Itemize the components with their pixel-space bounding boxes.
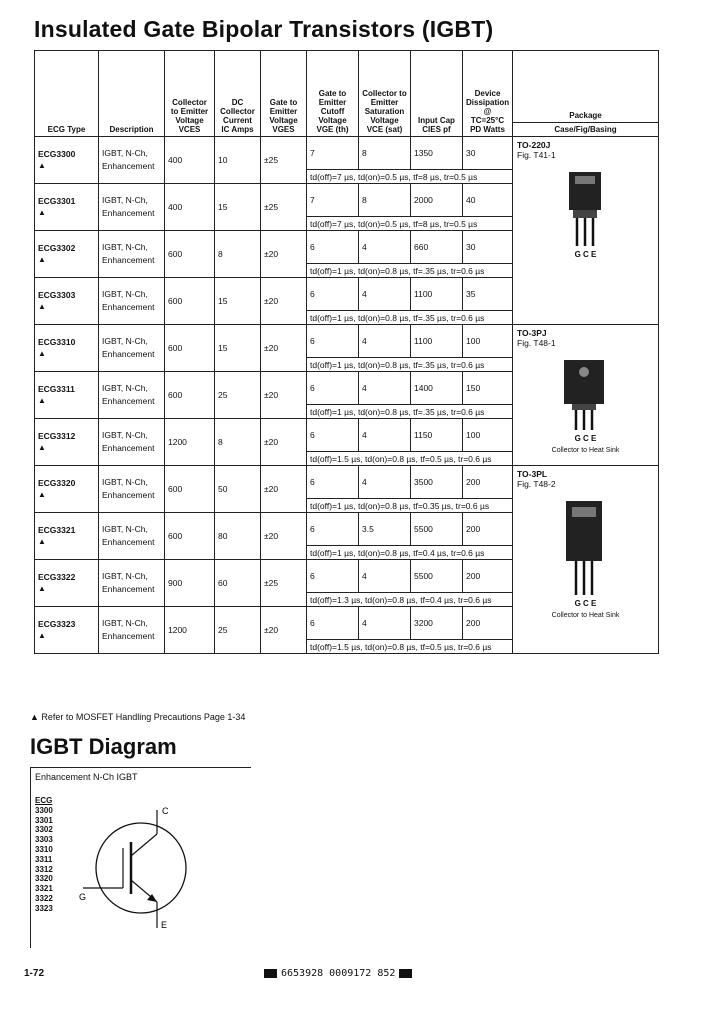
diagram-ecg-item: 3303	[35, 835, 53, 845]
table-row	[35, 466, 659, 499]
cell-pd: 200	[463, 466, 513, 499]
description-line-2: Enhancement	[102, 302, 155, 312]
cell-ic: 80	[215, 513, 261, 560]
cell-vges: ±20	[261, 278, 307, 325]
package-fig: Fig. T48-2	[517, 479, 556, 489]
header-vces: Collector to Emitter Voltage VCES	[165, 51, 215, 137]
ecg-type: ECG3312	[38, 431, 76, 441]
package-drawing	[517, 168, 654, 250]
cell-pd: 150	[463, 372, 513, 405]
cell-pd: 35	[463, 278, 513, 311]
diagram-ecg-item: 3320	[35, 874, 53, 884]
ecg-type: ECG3320	[38, 478, 76, 488]
description-line-1: IGBT, N-Ch,	[102, 336, 148, 346]
package-name: TO-220J	[517, 140, 551, 150]
pin-g-label: G	[79, 892, 87, 902]
ecg-type: ECG3310	[38, 337, 76, 347]
ecg-type: ECG3301	[38, 196, 76, 206]
description-line-2: Enhancement	[102, 537, 155, 547]
cell-vces: 1200	[165, 607, 215, 654]
cell-vces: 900	[165, 560, 215, 607]
cell-description	[99, 231, 165, 278]
cell-vces: 1200	[165, 419, 215, 466]
cell-vce-sat: 4	[359, 325, 411, 358]
cell-ecg	[35, 278, 99, 325]
cell-ic: 25	[215, 607, 261, 654]
cell-vge-th: 6	[307, 419, 359, 452]
cell-ecg	[35, 231, 99, 278]
package-pins: G C E	[574, 599, 597, 608]
header-cies: Input Cap CIES pf	[411, 51, 463, 137]
cell-vge-th: 6	[307, 325, 359, 358]
cell-pd: 100	[463, 325, 513, 358]
cell-vce-sat: 4	[359, 560, 411, 593]
switching-times: td(off)=1.5 µs, td(on)=0.8 µs, tf=0.5 µs, tr=0.6 µs	[307, 452, 513, 466]
mosfet-warning-mark: ▲	[38, 255, 46, 264]
cell-cies: 5500	[411, 560, 463, 593]
package-name: TO-3PJ	[517, 328, 547, 338]
cell-vges: ±20	[261, 231, 307, 278]
switching-times: td(off)=1 µs, td(on)=0.8 µs, tf=0.35 µs, tr=0.6 µs	[307, 499, 513, 513]
cell-pd: 40	[463, 184, 513, 217]
cell-vge-th: 6	[307, 607, 359, 640]
ecg-type: ECG3321	[38, 525, 76, 535]
cell-description	[99, 278, 165, 325]
cell-ecg	[35, 419, 99, 466]
cell-description	[99, 513, 165, 560]
cell-ecg	[35, 137, 99, 184]
cell-cies: 1100	[411, 325, 463, 358]
cell-vce-sat: 4	[359, 372, 411, 405]
cell-cies: 5500	[411, 513, 463, 546]
switching-times: td(off)=7 µs, td(on)=0.5 µs, tf=8 µs, tr=0.5 µs	[307, 170, 513, 184]
switching-times: td(off)=1 µs, td(on)=0.8 µs, tf=.35 µs, tr=0.6 µs	[307, 311, 513, 325]
cell-description	[99, 184, 165, 231]
description-line-2: Enhancement	[102, 584, 155, 594]
diagram-title: IGBT Diagram	[30, 734, 177, 759]
package-cell	[513, 466, 659, 654]
description-line-1: IGBT, N-Ch,	[102, 148, 148, 158]
diagram-ecg-label: ECG	[35, 796, 53, 805]
ecg-type: ECG3300	[38, 149, 76, 159]
description-line-1: IGBT, N-Ch,	[102, 477, 148, 487]
cell-vce-sat: 4	[359, 278, 411, 311]
mosfet-warning-mark: ▲	[38, 349, 46, 358]
cell-cies: 1100	[411, 278, 463, 311]
mosfet-warning-mark: ▲	[38, 443, 46, 452]
mosfet-warning-mark: ▲	[38, 584, 46, 593]
cell-ic: 25	[215, 372, 261, 419]
cell-cies: 3200	[411, 607, 463, 640]
package-fig: Fig. T41-1	[517, 150, 556, 160]
description-line-1: IGBT, N-Ch,	[102, 430, 148, 440]
cell-cies: 1400	[411, 372, 463, 405]
cell-ic: 15	[215, 278, 261, 325]
diagram-ecg-item: 3300	[35, 805, 53, 815]
cell-vce-sat: 4	[359, 466, 411, 499]
cell-vces: 600	[165, 231, 215, 278]
cell-ic: 15	[215, 184, 261, 231]
mosfet-warning-mark: ▲	[38, 490, 46, 499]
header-package-sub: Case/Fig/Basing	[513, 122, 658, 136]
cell-vge-th: 6	[307, 513, 359, 546]
cell-ecg	[35, 513, 99, 560]
description-line-2: Enhancement	[102, 255, 155, 265]
table-body	[35, 137, 659, 654]
description-line-2: Enhancement	[102, 490, 155, 500]
cell-vges: ±20	[261, 325, 307, 372]
switching-times: td(off)=1 µs, td(on)=0.8 µs, tf=0.4 µs, tr=0.6 µs	[307, 546, 513, 560]
diagram-ecg-items	[35, 806, 53, 914]
header-ecg-type: ECG Type	[35, 51, 99, 137]
package-cell	[513, 325, 659, 466]
cell-ic: 15	[215, 325, 261, 372]
description-line-1: IGBT, N-Ch,	[102, 195, 148, 205]
header-ic: DC Collector Current IC Amps	[215, 51, 261, 137]
cell-ecg	[35, 607, 99, 654]
header-vge-th: Gate to Emitter Cutoff Voltage VGE (th)	[307, 51, 359, 137]
switching-times: td(off)=1.3 µs, td(on)=0.8 µs, tf=0.4 µs, tr=0.6 µs	[307, 593, 513, 607]
description-line-1: IGBT, N-Ch,	[102, 571, 148, 581]
cell-vges: ±20	[261, 466, 307, 513]
cell-ic: 10	[215, 137, 261, 184]
mosfet-warning-mark: ▲	[38, 631, 46, 640]
package-cell	[513, 137, 659, 325]
cell-vces: 600	[165, 278, 215, 325]
cell-cies: 1350	[411, 137, 463, 170]
switching-times: td(off)=1 µs, td(on)=0.8 µs, tf=.35 µs, tr=0.6 µs	[307, 264, 513, 278]
cell-vces: 600	[165, 513, 215, 560]
cell-vge-th: 6	[307, 560, 359, 593]
cell-cies: 660	[411, 231, 463, 264]
switching-times: td(off)=1 µs, td(on)=0.8 µs, tf=.35 µs, tr=0.6 µs	[307, 358, 513, 372]
diagram-caption: Enhancement N-Ch IGBT	[35, 772, 138, 782]
cell-description	[99, 137, 165, 184]
cell-vce-sat: 4	[359, 607, 411, 640]
switching-times: td(off)=1.5 µs, td(on)=0.8 µs, tf=0.5 µs, tr=0.6 µs	[307, 640, 513, 654]
cell-vce-sat: 4	[359, 419, 411, 452]
cell-vges: ±20	[261, 372, 307, 419]
cell-vge-th: 7	[307, 184, 359, 217]
switching-times: td(off)=1 µs, td(on)=0.8 µs, tf=.35 µs, tr=0.6 µs	[307, 405, 513, 419]
cell-vce-sat: 4	[359, 231, 411, 264]
diagram-box	[30, 767, 251, 948]
diagram-ecg-item: 3323	[35, 903, 53, 913]
cell-ecg	[35, 466, 99, 513]
ecg-type: ECG3322	[38, 572, 76, 582]
cell-vces: 400	[165, 137, 215, 184]
cell-vges: ±25	[261, 184, 307, 231]
description-line-2: Enhancement	[102, 161, 155, 171]
cell-cies: 2000	[411, 184, 463, 217]
cell-pd: 200	[463, 513, 513, 546]
cell-ic: 50	[215, 466, 261, 513]
cell-vge-th: 7	[307, 137, 359, 170]
ecg-type: ECG3311	[38, 384, 75, 394]
diagram-ecg-item: 3310	[35, 844, 53, 854]
cell-vge-th: 6	[307, 278, 359, 311]
mosfet-warning-mark: ▲	[38, 208, 46, 217]
pin-e-label: E	[161, 920, 168, 930]
diagram-ecg-item: 3321	[35, 884, 53, 894]
cell-vces: 600	[165, 372, 215, 419]
header-pd: Device Dissipation @ TC=25°C PD Watts	[463, 51, 513, 137]
description-line-2: Enhancement	[102, 396, 155, 406]
package-drawing	[517, 356, 654, 434]
mosfet-warning-mark: ▲	[38, 537, 46, 546]
description-line-1: IGBT, N-Ch,	[102, 618, 148, 628]
cell-vce-sat: 3.5	[359, 513, 411, 546]
cell-ic: 60	[215, 560, 261, 607]
diagram-ecg-item: 3311	[35, 854, 53, 864]
description-line-2: Enhancement	[102, 443, 155, 453]
cell-vce-sat: 8	[359, 137, 411, 170]
igbt-symbol	[71, 790, 221, 940]
description-line-1: IGBT, N-Ch,	[102, 289, 148, 299]
cell-ic: 8	[215, 231, 261, 278]
cell-description	[99, 466, 165, 513]
cell-pd: 200	[463, 607, 513, 640]
diagram-ecg-item: 3302	[35, 825, 53, 835]
package-name: TO-3PL	[517, 469, 548, 479]
mosfet-warning-mark: ▲	[38, 161, 46, 170]
cell-ecg	[35, 372, 99, 419]
cell-description	[99, 419, 165, 466]
description-line-2: Enhancement	[102, 349, 155, 359]
cell-vge-th: 6	[307, 231, 359, 264]
ecg-type: ECG3303	[38, 290, 76, 300]
cell-vges: ±20	[261, 607, 307, 654]
ecg-type: ECG3323	[38, 619, 76, 629]
barcode	[260, 968, 416, 979]
switching-times: td(off)=7 µs, td(on)=0.5 µs, tf=8 µs, tr=0.5 µs	[307, 217, 513, 231]
cell-cies: 1150	[411, 419, 463, 452]
header-vges: Gate to Emitter Voltage VGES	[261, 51, 307, 137]
cell-pd: 30	[463, 231, 513, 264]
page-title: Insulated Gate Bipolar Transistors (IGBT)	[34, 16, 494, 42]
package-pins: G C E	[574, 434, 597, 443]
cell-pd: 200	[463, 560, 513, 593]
package-caption: Collector to Heat Sink	[551, 447, 620, 454]
page-number: 1-72	[24, 968, 45, 979]
cell-ecg	[35, 325, 99, 372]
footnote: ▲ Refer to MOSFET Handling Precautions Page 1-34	[30, 712, 246, 722]
mosfet-warning-mark: ▲	[38, 396, 46, 405]
package-caption: Collector to Heat Sink	[551, 612, 620, 619]
barcode-block-right	[399, 969, 412, 978]
cell-pd: 30	[463, 137, 513, 170]
cell-description	[99, 607, 165, 654]
cell-ecg	[35, 184, 99, 231]
cell-vge-th: 6	[307, 372, 359, 405]
description-line-1: IGBT, N-Ch,	[102, 383, 148, 393]
cell-vce-sat: 8	[359, 184, 411, 217]
table-row	[35, 325, 659, 358]
cell-description	[99, 372, 165, 419]
cell-vces: 600	[165, 466, 215, 513]
header-package-label: Package	[569, 111, 602, 120]
cell-cies: 3500	[411, 466, 463, 499]
cell-vges: ±20	[261, 513, 307, 560]
barcode-text: 6653928 0009172 852	[281, 968, 396, 979]
description-line-1: IGBT, N-Ch,	[102, 524, 148, 534]
diagram-ecg-item: 3322	[35, 893, 53, 903]
pin-c-label: C	[162, 806, 169, 816]
cell-vces: 400	[165, 184, 215, 231]
cell-ic: 8	[215, 419, 261, 466]
description-line-1: IGBT, N-Ch,	[102, 242, 148, 252]
description-line-2: Enhancement	[102, 631, 155, 641]
diagram-ecg-list	[35, 796, 53, 914]
description-line-2: Enhancement	[102, 208, 155, 218]
cell-description	[99, 560, 165, 607]
diagram-ecg-item: 3312	[35, 864, 53, 874]
cell-vge-th: 6	[307, 466, 359, 499]
table-row	[35, 137, 659, 170]
package-pins: G C E	[574, 250, 597, 259]
cell-vges: ±25	[261, 137, 307, 184]
cell-pd: 100	[463, 419, 513, 452]
igbt-spec-table	[34, 50, 659, 654]
header-description: Description	[99, 51, 165, 137]
package-drawing	[517, 497, 654, 599]
cell-ecg	[35, 560, 99, 607]
barcode-block-left	[264, 969, 277, 978]
cell-vces: 600	[165, 325, 215, 372]
header-vce-sat: Collector to Emitter Saturation Voltage VCE (sat)	[359, 51, 411, 137]
diagram-ecg-item: 3301	[35, 815, 53, 825]
mosfet-warning-mark: ▲	[38, 302, 46, 311]
cell-vges: ±25	[261, 560, 307, 607]
cell-description	[99, 325, 165, 372]
cell-vges: ±20	[261, 419, 307, 466]
header-package	[513, 51, 659, 137]
package-fig: Fig. T48-1	[517, 338, 556, 348]
ecg-type: ECG3302	[38, 243, 76, 253]
